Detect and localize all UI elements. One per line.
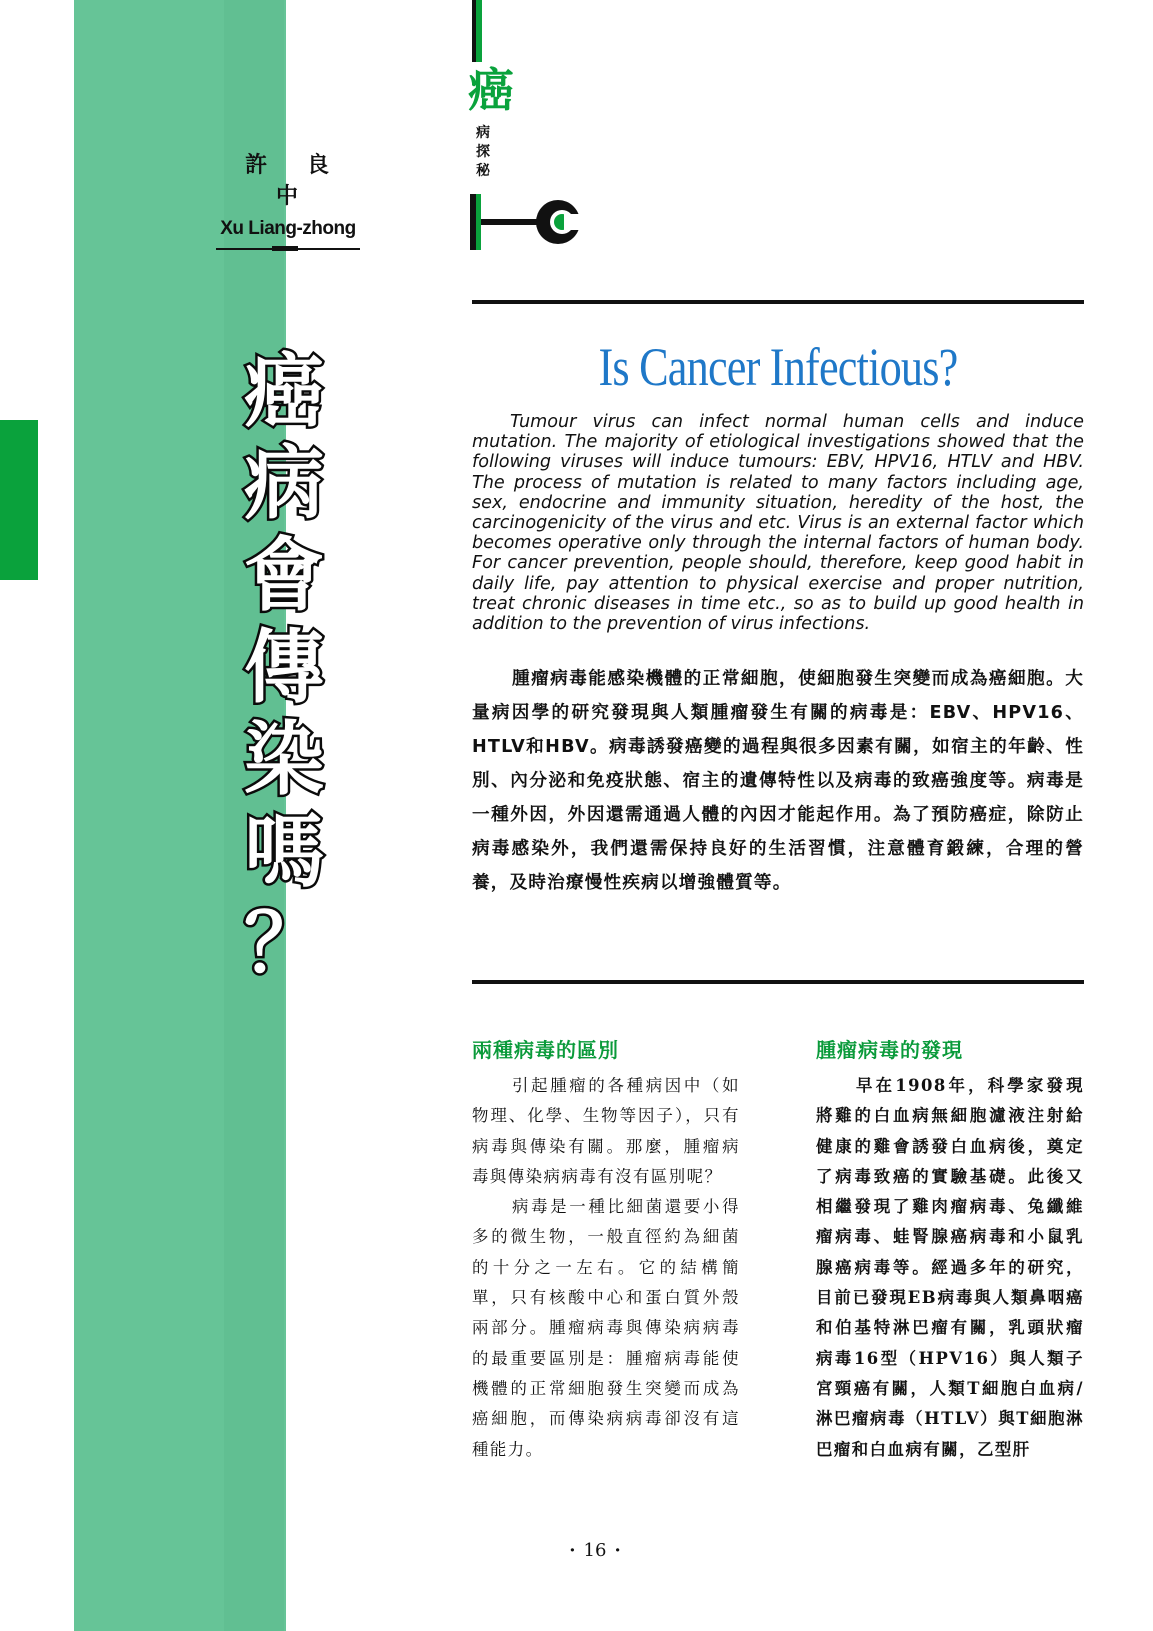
- column-left: [472, 1034, 740, 1465]
- author-name-en: Xu Liang-zhong: [220, 218, 356, 239]
- title-char: 染: [244, 713, 324, 806]
- series-sub-char: 秘: [476, 163, 490, 179]
- page-number-value: 16: [583, 1540, 607, 1561]
- english-title: Is Cancer Infectious?: [598, 337, 958, 397]
- body-paragraph: 病毒是一種比細菌還要小得多的微生物，一般直徑約為細菌的十分之一左右。它的結構簡單，只有核酸中心和蛋白質外殼兩部分。腫瘤病毒與傳染病病毒的最重要區別是：腫瘤病毒能使機體的正常細胞發生突變而成為癌細胞，而傳染病病毒卻沒有這種能力。: [472, 1197, 740, 1459]
- edge-tab-marker: [0, 420, 38, 580]
- section-heading: 兩種病毒的區別: [472, 1038, 619, 1062]
- title-char: 病: [244, 437, 324, 530]
- section-heading: 腫瘤病毒的發現: [816, 1038, 963, 1062]
- page-dot: ·: [614, 1540, 621, 1561]
- series-sub-char: 病: [476, 125, 490, 141]
- hc-logo-icon: [470, 194, 594, 250]
- series-subtitle: [476, 124, 496, 181]
- column-right: [816, 1034, 1084, 1465]
- series-sub-char: 探: [476, 144, 490, 160]
- author-rule: [216, 248, 360, 250]
- title-char: 嗎: [244, 805, 324, 898]
- series-bar-accent: [476, 0, 482, 62]
- page-dot: ·: [569, 1540, 576, 1561]
- section-rule: [472, 980, 1084, 984]
- author-name-cn: 許 良 中: [245, 153, 345, 209]
- body-paragraph: 引起腫瘤的各種病因中（如物理、化學、生物等因子），只有病毒與傳染有關。那麼，腫瘤病毒與傳染病病毒有沒有區別呢？: [472, 1076, 740, 1186]
- page-number: [540, 1540, 650, 1561]
- title-char: 傳: [244, 621, 324, 714]
- title-char: ？: [244, 897, 324, 990]
- title-char: 癌: [244, 345, 324, 438]
- chinese-abstract: 腫瘤病毒能感染機體的正常細胞，使細胞發生突變而成為癌細胞。大量病因學的研究發現與人類腫瘤發生有關的病毒是：EBV、HPV16、HTLV和HBV。病毒誘發癌變的過程與很多因素有關，如宿主的年齡、性別、內分泌和免疫狀態、宿主的遺傳特性以及病毒的致癌強度等。病毒是一種外因，外因還需通過人體的內因才能起作用。為了預防癌症，除防止病毒感染外，我們還需保持良好的生活習慣，注意體育鍛練，合理的營養，及時治療慢性疾病以增強體質等。: [472, 669, 1084, 893]
- title-char: 會: [244, 529, 324, 622]
- series-main-char: 癌: [468, 63, 514, 117]
- chinese-title: [240, 346, 328, 990]
- english-abstract: Tumour virus can infect normal human cells and induce mutation. The majority of etiological investigations showed that the following viruses will induce tumours: EBV, HPV16, HTLV and HBV. The process of mutation is related to many factors including age, sex, endocrine and immunity situation, heredity of the host, the carcinogenicity of the virus and etc. Virus is an external factor which becomes operative only through the internal factors of human body. For cancer prevention, people should, therefore, keep good habit in daily life, pay attention to physical exercise and proper nutrition, treat chronic diseases in time etc., so as to build up good health in addition to the prevention of virus infections.: [472, 412, 1084, 635]
- author-block: [216, 148, 360, 250]
- body-paragraph: 早在1908年，科學家發現將雞的白血病無細胞濾液注射給健康的雞會誘發白血病後，奠定了病毒致癌的實驗基礎。此後又相繼發現了雞肉瘤病毒、兔纖維瘤病毒、蛙腎腺癌病毒和小鼠乳腺癌病毒等。經過多年的研究，目前已發現EB病毒與人類鼻咽癌和伯基特淋巴瘤有關，乳頭狀瘤病毒16型（HPV16）與人類子宮頸癌有關，人類T細胞白血病/淋巴瘤病毒（HTLV）與T細胞淋巴瘤和白血病有關，乙型肝: [816, 1076, 1084, 1459]
- header-rule: [472, 300, 1084, 304]
